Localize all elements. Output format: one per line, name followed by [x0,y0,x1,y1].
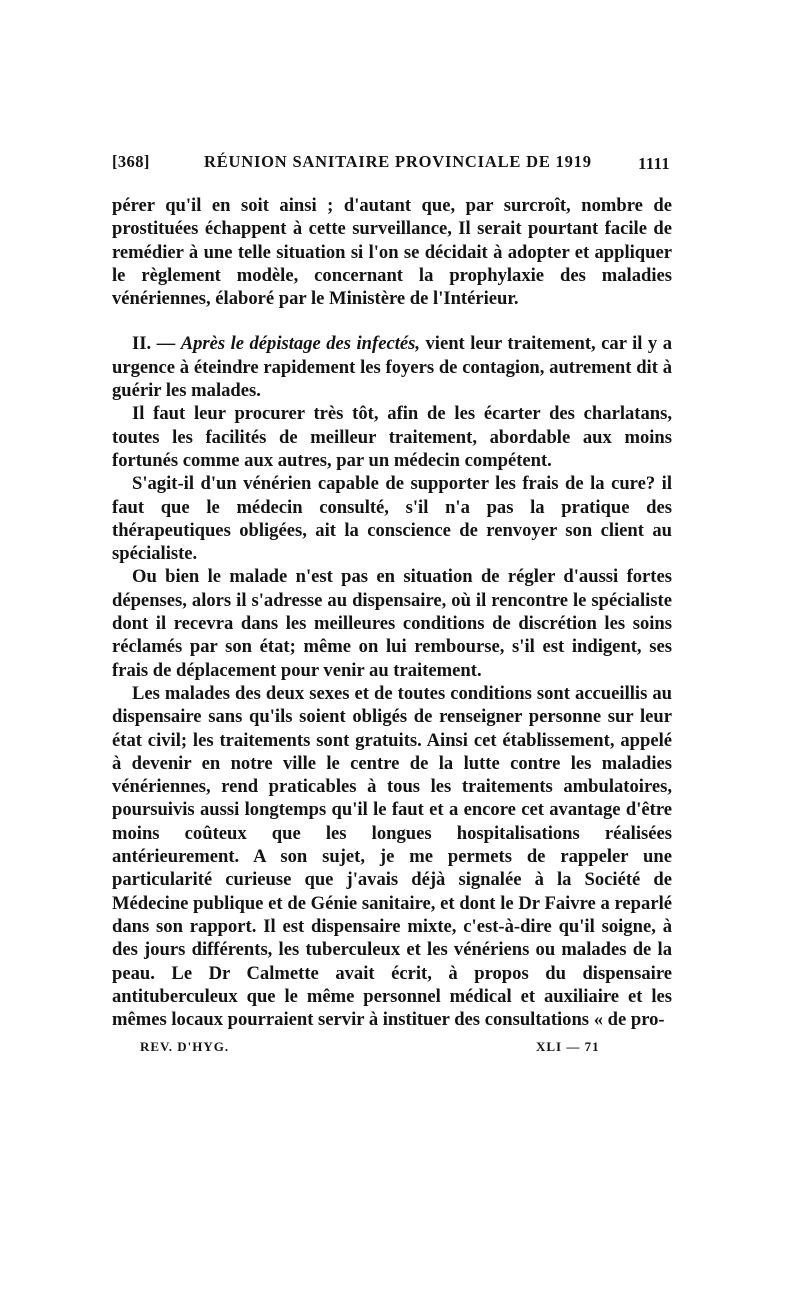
running-head [112,152,672,180]
section-italic-heading: Après le dépistage des infectés, [180,333,421,355]
section-lead: II. — [132,333,181,355]
paragraph-3: Il faut leur procurer très tôt, afin de les écarter des charlatans, toutes les facilités de meilleur traitement, abordable aux moins fortunés comme aux autres, par un médecin compétent. [112,403,672,471]
journal-abbreviation: REV. D'HYG. [140,1039,230,1055]
section-text: vient leur traitement, car il y a urgence à éteindre rapidement les foyers de contagion, autrement dit à guérir les malades. [112,333,672,402]
paragraph-1: pérer qu'il en soit ainsi ; d'autant que, par surcroît, nombre de prostituées échappent à cette surveillance, Il serait pourtant facile de remédier à une telle situation si l'on se décidait à adopter et appliquer le règlement modèle, concernant la prophylaxie des maladies vénériennes, élaboré par le Ministère de l'Intérieur. [112,195,672,310]
document-page [112,152,672,1061]
running-title: RÉUNION SANITAIRE PROVINCIALE DE 1919 [204,152,592,171]
paragraph-6: Les malades des deux sexes et de toutes conditions sont accueillis au dispensaire sans qu'ils soient obligés de renseigner personne sur leur état civil; les traitements sont gratuits. Ainsi cet établissement, appelé à devenir en notre ville le centre de la lutte contre les maladies vénériennes, rend praticables à tous les traitements ambulatoires, poursuivis aussi longtemps qu'il le faut et a encore cet avantage d'être moins coûteux que les longues hospitalisations réalisées antérieurement. A son sujet, je me permets de rappeler une particularité curieuse que j'avais déjà signalée à la Société de Médecine publique et de Génie sanitaire, et dont le Dr Faivre a reparlé dans son rapport. Il est dispensaire mixte, c'est-à-dire qu'il soigne, à des jours différents, les tuberculeux et les vénériens ou malades de la peau. Le Dr Calmette avait écrit, à propos du dispensaire antituberculeux que le même personnel médical et auxiliaire et les mêmes locaux pourraient servir à instituer des consultations « de pro- [112,682,672,1031]
signature-mark: XLI — 71 [536,1039,600,1055]
page-footer [112,1039,672,1061]
paragraph-4: S'agit-il d'un vénérien capable de supporter les frais de la cure? il faut que le médecin consulté, s'il n'a pas la pratique des thérapeutiques obligées, ait la conscience de renvoyer son client au spécialiste. [112,473,672,565]
page-reference: [368] [112,152,150,171]
page-number: 1111 [638,154,670,173]
body-text [112,194,672,1031]
paragraph-5: Ou bien le malade n'est pas en situation de régler d'aussi fortes dépenses, alors il s'adresse au dispensaire, où il rencontre le spécialiste dont il recevra dans les meilleures conditions de discrétion les soins réclamés par son état; même on lui rembourse, s'il est indigent, ses frais de déplacement pour venir au traitement. [112,566,672,681]
paragraph-section-ii [112,332,672,402]
